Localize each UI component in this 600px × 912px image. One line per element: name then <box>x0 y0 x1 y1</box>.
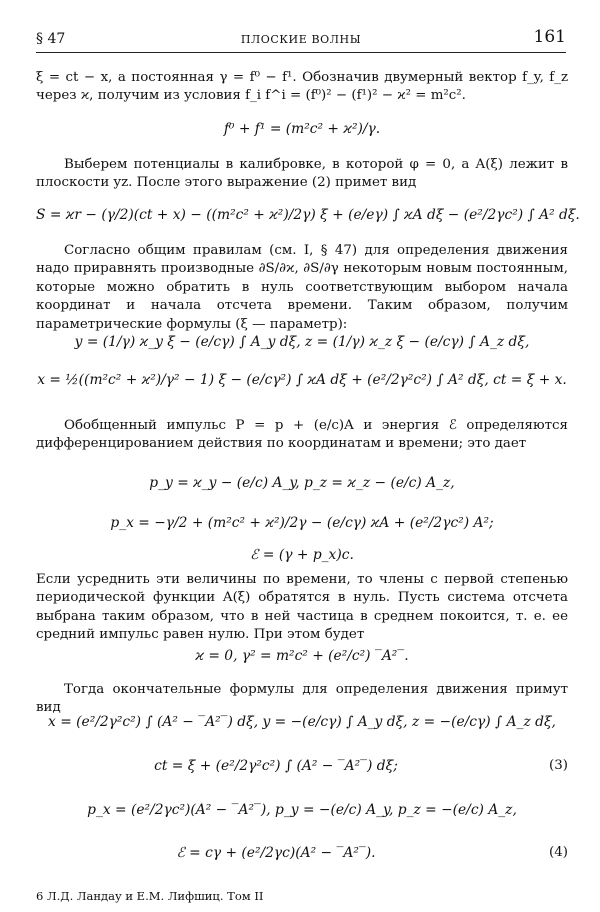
footer-signature: 6 Л.Д. Ландау и Е.М. Лифшиц. Том II <box>36 889 264 903</box>
header-rule <box>36 52 566 53</box>
paragraph-6: Тогда окончательные формулы для определения движения примут вид <box>36 682 568 716</box>
page-number: 161 <box>533 27 566 47</box>
paragraph-1: ξ = ct − x, а постоянная γ = f⁰ − f¹. Обозначив двумерный вектор f_y, f_z через ϰ, получим из условия f_i f^i = (f⁰)² − (f¹)² − ϰ² = m²c². <box>36 70 568 104</box>
paragraph-4: Обобщенный импульс P = p + (e/c)A и энергия ℰ определяются дифференцированием действия по координатам и времени; это дает <box>36 418 568 452</box>
equation-number-4: (4) <box>549 845 568 860</box>
paragraph-2: Выберем потенциалы в калибровке, в которой φ = 0, а A(ξ) лежит в плоскости yz. После этого выражение (2) примет вид <box>36 157 568 191</box>
equation-number-3: (3) <box>549 758 568 773</box>
paragraph-5: Если усреднить эти величины по времени, то члены с первой степенью периодической функции A(ξ) обратятся в нуль. Пусть система отсчета выбрана таким образом, что в ней частица в среднем покоится, т. е. ее средний импульс равен нулю. При этом будет <box>36 572 568 643</box>
equation-energy: ℰ = (γ + p_x)c. <box>250 547 354 563</box>
equation-action-S: S = ϰr − (γ/2)(ct + x) − ((m²c² + ϰ²)/2γ) ξ + (e/eγ) ∫ ϰA dξ − (e²/2γc²) ∫ A² dξ. <box>36 207 580 223</box>
equation-f0-f1: f⁰ + f¹ = (m²c² + ϰ²)/γ. <box>223 121 381 137</box>
equation-final-momentum: p_x = (e²/2γc²)(A² − ‾A²‾), p_y = −(e/c) A_y, p_z = −(e/c) A_z, <box>87 802 517 818</box>
equation-x-ct: x = ½((m²c² + ϰ²)/γ² − 1) ξ − (e/cγ²) ∫ ϰA dξ + (e²/2γ²c²) ∫ A² dξ, ct = ξ + x. <box>37 372 567 388</box>
header-title: ПЛОСКИЕ ВОЛНЫ <box>240 33 362 46</box>
section-number: § 47 <box>36 31 66 47</box>
equation-final-ct: ct = ξ + (e²/2γ²c²) ∫ (A² − ‾A²‾) dξ; <box>154 758 398 774</box>
equation-y-z: y = (1/γ) ϰ_y ξ − (e/cγ) ∫ A_y dξ, z = (1/γ) ϰ_z ξ − (e/cγ) ∫ A_z dξ, <box>74 334 530 350</box>
equation-final-xyz: x = (e²/2γ²c²) ∫ (A² − ‾A²‾) dξ, y = −(e/cγ) ∫ A_y dξ, z = −(e/cγ) ∫ A_z dξ, <box>48 714 556 730</box>
equation-px: p_x = −γ/2 + (m²c² + ϰ²)/2γ − (e/cγ) ϰA + (e²/2γc²) A²; <box>110 515 494 531</box>
equation-final-energy: ℰ = cγ + (e²/2γc)(A² − ‾A²‾). <box>176 845 376 861</box>
equation-py-pz: p_y = ϰ_y − (e/c) A_y, p_z = ϰ_z − (e/c) A_z, <box>149 475 455 491</box>
equation-averages: ϰ = 0, γ² = m²c² + (e²/c²) ‾A²‾. <box>195 648 409 664</box>
running-header <box>36 29 566 51</box>
paragraph-3: Согласно общим правилам (см. I, § 47) для определения движения надо приравнять производные ∂S/∂ϰ, ∂S/∂γ некоторым новым постоянным, которые можно обратить в нуль соответствующим выбором начала координат и начала отсчета времени. Таким образом, получим параметрические формулы (ξ — параметр): <box>36 243 568 332</box>
